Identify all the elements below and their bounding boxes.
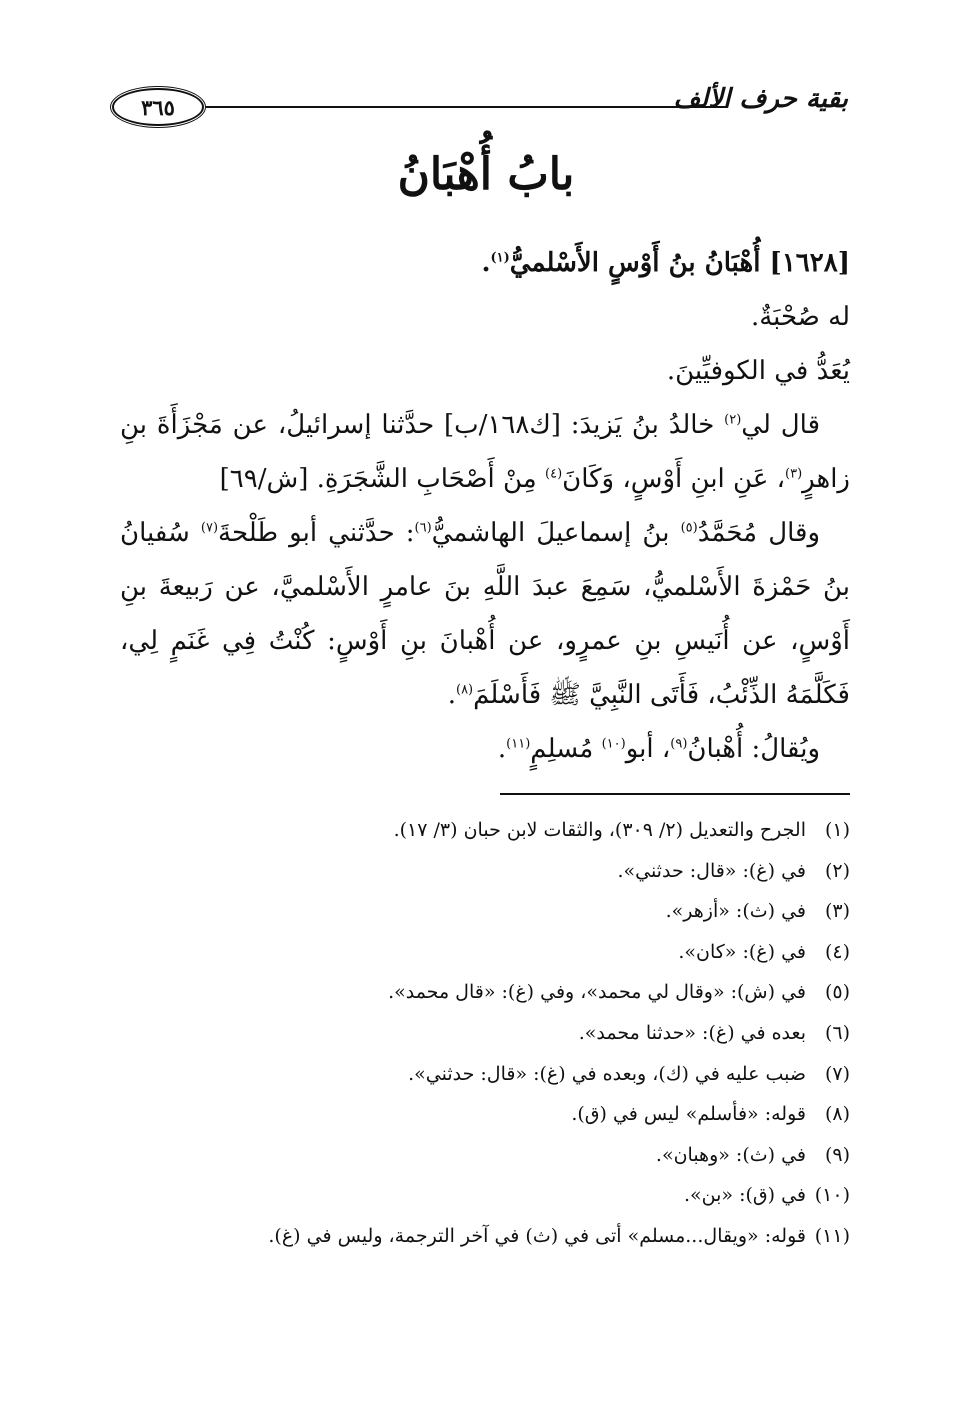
header-rule <box>206 106 728 108</box>
footnote-text: ضبب عليه في (ك)، وبعده في (غ): «قال: حدثني». <box>408 1062 806 1085</box>
footnote-ref: (٦) <box>414 520 432 536</box>
text-run: . <box>497 734 507 764</box>
footnote-text: في (ث): «وهبان». <box>655 1143 806 1166</box>
footnote-item <box>120 1013 850 1054</box>
footnote-text: في (غ): «قال: حدثني». <box>617 859 806 882</box>
footnote-number: (٦) <box>824 1021 850 1044</box>
text-run: . <box>447 680 456 710</box>
footnote-ref: (٣) <box>785 466 803 482</box>
footnote-number: (٨) <box>824 1103 850 1126</box>
footnote-text: في (ث): «أزهر». <box>665 900 806 923</box>
footnote-item <box>120 891 850 932</box>
footnote-ref: (١١) <box>506 736 531 752</box>
text-run: : حدَّثني أبو طَلْحةَ <box>218 518 415 548</box>
footnotes <box>120 810 850 1257</box>
footnote-item <box>120 1135 850 1176</box>
footnote-ref: (٧) <box>200 520 219 536</box>
footnote-item <box>120 1054 850 1095</box>
text-run: بنُ إسماعيلَ الهاشميُّ <box>431 518 681 548</box>
footnote-number: (٤) <box>824 940 850 963</box>
entry-number: [١٦٢٨] <box>769 248 850 278</box>
footnote-ref: (٨) <box>455 682 474 698</box>
footnote-text: قوله: «ويقال...مسلم» أتى في (ث) في آخر الترجمة، وليس في (غ). <box>268 1224 806 1247</box>
footnote-text: قوله: «فأسلم» ليس في (ق). <box>571 1103 806 1126</box>
footnote-text: في (ش): «وقال لي محمد»، وفي (غ): «قال محمد». <box>388 981 806 1004</box>
text-run: وقال مُحَمَّدُ <box>697 518 820 548</box>
footnote-text: الجرح والتعديل (٢/ ٣٠٩)، والثقات لابن حبان (٣/ ١٧). <box>393 819 806 841</box>
footnote-item <box>120 1216 850 1257</box>
footnote-number: (٧) <box>824 1062 850 1085</box>
paragraph-kunya <box>120 722 850 776</box>
paragraph-narration-2 <box>120 506 850 722</box>
footnote-number: (١٠) <box>814 1184 850 1207</box>
entry-name: أُهْبَانُ بنُ أَوْسٍ الأَسْلميُّ <box>509 248 761 278</box>
footnote-item <box>120 1175 850 1216</box>
paragraph-narration-1 <box>120 398 850 506</box>
footnote-number: (٩) <box>824 1143 850 1166</box>
footnote-separator <box>500 793 850 795</box>
page-number-badge <box>112 88 204 126</box>
footnote-text: في (غ): «كان». <box>678 940 806 963</box>
text-run: مُسلِمٍ <box>530 734 602 764</box>
footnote-ref: (١٠) <box>601 736 626 752</box>
footnote-number: (١) <box>824 819 850 841</box>
footnote-number: (٥) <box>824 981 850 1004</box>
entry-heading: [١٦٢٨] أُهْبَانُ بنُ أَوْسٍ الأَسْلميُّ$^{(١)}$. <box>481 248 850 278</box>
footnote-item <box>120 810 850 851</box>
footnote-ref: (٤) <box>545 466 563 482</box>
text-run: قال لي <box>741 410 820 440</box>
footnote-item <box>120 851 850 892</box>
footnote-number: (٣) <box>824 900 850 923</box>
footnote-ref: (٢) <box>724 412 742 428</box>
text-run: ويُقالُ: أُهْبانُ <box>687 734 820 764</box>
footnote-item <box>120 1094 850 1135</box>
page-number: ٣٦٥ <box>141 94 175 120</box>
text-run: خالدُ بنُ يَزيدَ: [ك١٦٨/ب] حدَّثنا إسرائيلُ، عن مَجْزَأَةَ بنِ زاهرٍ <box>120 410 850 494</box>
footnote-ref: (٥) <box>680 520 698 536</box>
footnote-ref: (٩) <box>670 736 688 752</box>
main-text <box>120 236 850 776</box>
footnote-item <box>120 932 850 973</box>
text-run: سُفيانُ بنُ حَمْزةَ الأَسْلميُّ، سَمِعَ عبدَ اللَّهِ بنَ عامرٍ الأَسْلميَّ، عن رَبيعةَ بنِ أَوْسٍ، عن أُنَيسِ بنِ عمرٍو، عن أُهْبانَ بنِ أَوْسٍ: كُنْتُ فِي غَنَمٍ لِي، فَكَلَّمَهُ الذِّئْبُ، فَأَتَى النَّبِيَّ ﷺ فَأَسْلَمَ <box>120 518 850 710</box>
footnote-number: (١١) <box>814 1224 850 1247</box>
running-header-title: بقية حرف الألف <box>673 84 848 114</box>
running-header <box>112 84 848 134</box>
footnote-text: في (ق): «بن». <box>683 1184 806 1207</box>
footnote-item <box>120 972 850 1013</box>
entry-line-companion: له صُحْبَةٌ. <box>750 302 850 332</box>
chapter-title: بابُ أُهْبَانُ <box>397 149 575 200</box>
footnote-text: بعده في (غ): «حدثنا محمد». <box>578 1021 806 1044</box>
text-run: ، أبو <box>625 734 671 764</box>
text-run: مِنْ أَصْحَابِ الشَّجَرَةِ. [ش/٦٩] <box>219 464 545 494</box>
text-run: ، عَنِ ابنِ أَوْسٍ، وَكَانَ <box>562 464 786 494</box>
entry-line-kufan: يُعَدُّ في الكوفيِّينَ. <box>666 356 850 386</box>
footnote-number: (٢) <box>824 859 850 882</box>
footnote-ref: (١) <box>490 250 510 266</box>
